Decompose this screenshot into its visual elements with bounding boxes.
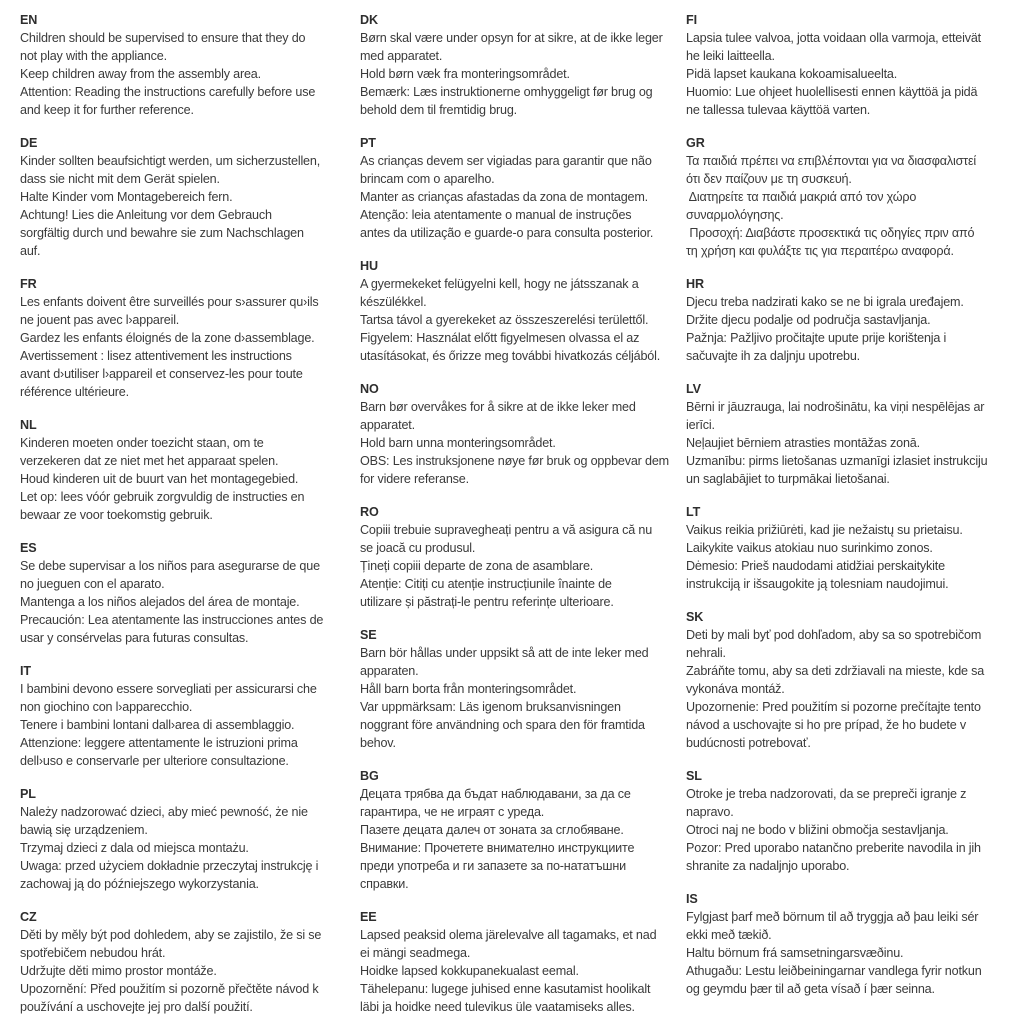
instruction-line: utasításokat, és őrizze meg további hivatkozás céljából. xyxy=(360,349,661,363)
language-section-en xyxy=(20,11,360,119)
instruction-line: og geymdu þær til að geta vísað í þær seinna. xyxy=(686,982,935,996)
instruction-line: Διατηρείτε τα παιδιά μακριά από τον χώρο xyxy=(686,190,917,204)
language-code-sl: SL xyxy=(686,769,702,783)
instruction-line: Let op: lees vóór gebruik zorgvuldig de instructies en xyxy=(20,490,305,504)
instruction-line: Hold børn væk fra monteringsområdet. xyxy=(360,67,570,81)
instruction-line: Se debe supervisar a los niños para asegurarse de que xyxy=(20,559,320,573)
language-code-gr: GR xyxy=(686,136,705,150)
instruction-line: Пазете децата далеч от зоната за сглобяване. xyxy=(360,823,624,837)
language-code-fi: FI xyxy=(686,13,697,27)
instruction-line: dass sie nicht mit dem Gerät spielen. xyxy=(20,172,220,186)
instruction-line: Upozornění: Před použitím si pozorně přečtěte návod k xyxy=(20,982,319,996)
instruction-line: As crianças devem ser vigiadas para garantir que não xyxy=(360,154,652,168)
instruction-line: преди употреба и ги запазете за по-нататъшни xyxy=(360,859,626,873)
instruction-line: ότι δεν παίζουν με τη συσκευή. xyxy=(686,172,852,186)
column-right xyxy=(686,11,1016,1024)
instruction-line: Otroke je treba nadzorovati, da se prepreči igranje z xyxy=(686,787,967,801)
instruction-line: Lapsed peaksid olema järelevalve all tagamaks, et nad xyxy=(360,928,657,942)
instruction-line: Huomio: Lue ohjeet huolellisesti ennen käyttöä ja pidä xyxy=(686,85,978,99)
instruction-line: zachowaj ją do późniejszego wykorzystania. xyxy=(20,877,259,891)
instruction-line: ierīci. xyxy=(686,418,715,432)
instruction-line: un saglabājiet to turpmākai lietošanai. xyxy=(686,472,890,486)
instruction-line: Keep children away from the assembly area. xyxy=(20,67,261,81)
instruction-line: Deti by mali byť pod dohľadom, aby sa so spotrebičom xyxy=(686,628,982,642)
language-code-bg: BG xyxy=(360,769,379,783)
language-section-gr xyxy=(686,134,1016,260)
instruction-line: Attenzione: leggere attentamente le istruzioni prima xyxy=(20,736,298,750)
instruction-line: Atenção: leia atentamente o manual de instruções xyxy=(360,208,632,222)
language-section-de xyxy=(20,134,360,260)
instruction-line: usar y consérvelas para futuras consultas. xyxy=(20,631,249,645)
instruction-line: Tartsa távol a gyerekeket az összeszerelési területtől. xyxy=(360,313,649,327)
language-code-lv: LV xyxy=(686,382,701,396)
instruction-line: Precaución: Lea atentamente las instrucciones antes de xyxy=(20,613,324,627)
instruction-line: utilizare și păstrați-le pentru referințe ulterioare. xyxy=(360,595,614,609)
language-code-dk: DK xyxy=(360,13,378,27)
instruction-line: Tenere i bambini lontani dall›area di assemblaggio. xyxy=(20,718,295,732)
instruction-line: Children should be supervised to ensure that they do xyxy=(20,31,306,45)
instruction-line: vykonáva montáž. xyxy=(686,682,785,696)
instruction-line: Hoidke lapsed kokkupanekualast eemal. xyxy=(360,964,579,978)
instruction-line: Barn bør overvåkes for å sikre at de ikke leker med xyxy=(360,400,636,414)
language-code-pl: PL xyxy=(20,787,36,801)
instruction-line: and keep it for further reference. xyxy=(20,103,194,117)
instruction-line: Udržujte děti mimo prostor montáže. xyxy=(20,964,217,978)
instruction-line: Držite djecu podalje od područja sastavljanja. xyxy=(686,313,931,327)
instruction-line: Achtung! Lies die Anleitung vor dem Gebrauch xyxy=(20,208,272,222)
instruction-line: Børn skal være under opsyn for at sikre, at de ikke leger xyxy=(360,31,663,45)
instruction-line: používání a uschovejte jej pro další použití. xyxy=(20,1000,253,1014)
instruction-line: läbi ja hoidke need tulevikus üle vaatamiseks alles. xyxy=(360,1000,635,1014)
instruction-line: for videre referanse. xyxy=(360,472,469,486)
instruction-line: behov. xyxy=(360,736,396,750)
language-code-ee: EE xyxy=(360,910,377,924)
language-code-pt: PT xyxy=(360,136,376,150)
language-section-lt xyxy=(686,503,1016,593)
instruction-line: Kinderen moeten onder toezicht staan, om te xyxy=(20,436,264,450)
language-section-pl xyxy=(20,785,360,893)
language-code-no: NO xyxy=(360,382,379,396)
instruction-line: OBS: Les instruksjonene nøye før bruk og oppbevar dem xyxy=(360,454,669,468)
instruction-line: Houd kinderen uit de buurt van het montagegebied. xyxy=(20,472,299,486)
language-section-hu xyxy=(360,257,686,365)
instruction-line: ne tallessa tulevaa käyttöä varten. xyxy=(686,103,871,117)
instruction-line: sorgfältig durch und bewahre sie zum Nachschlagen xyxy=(20,226,304,240)
language-code-hr: HR xyxy=(686,277,704,291)
instruction-line: Barn bör hållas under uppsikt så att de inte leker med xyxy=(360,646,649,660)
language-section-ro xyxy=(360,503,686,611)
language-section-dk xyxy=(360,11,686,119)
instruction-line: Djecu treba nadzirati kako se ne bi igrala uređajem. xyxy=(686,295,964,309)
instruction-line: Προσοχή: Διαβάστε προσεκτικά τις οδηγίες πριν από xyxy=(686,226,975,240)
instruction-line: shranite za nadaljnjo uporabo. xyxy=(686,859,850,873)
instruction-line: no jueguen con el aparato. xyxy=(20,577,165,591)
language-code-hu: HU xyxy=(360,259,378,273)
language-section-it xyxy=(20,662,360,770)
language-code-se: SE xyxy=(360,628,377,642)
instruction-line: ne jouent pas avec l›appareil. xyxy=(20,313,180,327)
instruction-line: Neļaujiet bērniem atrasties montāžas zonā. xyxy=(686,436,920,450)
instruction-line: med apparatet. xyxy=(360,49,443,63)
instruction-line: antes da utilização e guarde-o para consulta posterior. xyxy=(360,226,654,240)
column-middle xyxy=(360,11,686,1024)
instruction-line: Copiii trebuie supravegheați pentru a vă asigura că nu xyxy=(360,523,653,537)
instruction-line: verzekeren dat ze niet met het apparaat spelen. xyxy=(20,454,279,468)
instruction-line: behold dem til fremtidig brug. xyxy=(360,103,518,117)
instruction-line: référence ultérieure. xyxy=(20,385,129,399)
instruction-line: A gyermekeket felügyelni kell, hogy ne játsszanak a xyxy=(360,277,639,291)
instruction-line: bewaar ze voor toekomstig gebruik. xyxy=(20,508,213,522)
language-section-se xyxy=(360,626,686,752)
instruction-line: Haltu börnum frá samsetningarsvæðinu. xyxy=(686,946,904,960)
instruction-line: Les enfants doivent être surveillés pour s›assurer qu›ils xyxy=(20,295,319,309)
instruction-line: Athugaðu: Lestu leiðbeiningarnar vandlega fyrir notkun xyxy=(686,964,982,978)
language-section-hr xyxy=(686,275,1016,365)
instruction-line: Manter as crianças afastadas da zona de montagem. xyxy=(360,190,649,204)
language-section-nl xyxy=(20,416,360,524)
language-section-no xyxy=(360,380,686,488)
instruction-line: συναρμολόγησης. xyxy=(686,208,784,222)
instruction-line: dell›uso e conservarle per ulteriore consultazione. xyxy=(20,754,289,768)
language-section-sk xyxy=(686,608,1016,752)
instruction-line: Mantenga a los niños alejados del área de montaje. xyxy=(20,595,300,609)
instruction-line: Fylgjast þarf með börnum til að tryggja að þau leiki sér xyxy=(686,910,979,924)
instruction-line: Uzmanību: pirms lietošanas uzmanīgi izlasiet instrukciju xyxy=(686,454,988,468)
instruction-line: se joacă cu produsul. xyxy=(360,541,476,555)
column-left xyxy=(20,11,360,1024)
instruction-line: Atenție: Citiți cu atenție instrucțiunile înainte de xyxy=(360,577,612,591)
instruction-line: ekki með tækið. xyxy=(686,928,772,942)
instruction-line: návod a uschovajte si ho pre prípad, že ho budete v xyxy=(686,718,966,732)
language-section-ee xyxy=(360,908,686,1016)
instruction-line: apparatet. xyxy=(360,418,415,432)
language-code-ro: RO xyxy=(360,505,379,519)
instruction-line: Uwaga: przed użyciem dokładnie przeczytaj instrukcję i xyxy=(20,859,319,873)
language-code-cz: CZ xyxy=(20,910,37,924)
instruction-line: Laikykite vaikus atokiau nuo surinkimo zonos. xyxy=(686,541,933,555)
instruction-line: Upozornenie: Pred použitím si pozorne prečítajte tento xyxy=(686,700,981,714)
instruction-line: Otroci naj ne bodo v bližini območja sestavljanja. xyxy=(686,823,949,837)
instruction-line: Děti by měly být pod dohledem, aby se zajistilo, že si se xyxy=(20,928,322,942)
language-code-lt: LT xyxy=(686,505,701,519)
language-code-fr: FR xyxy=(20,277,37,291)
instruction-line: Avertissement : lisez attentivement les instructions xyxy=(20,349,292,363)
language-section-fi xyxy=(686,11,1016,119)
instruction-line: Lapsia tulee valvoa, jotta voidaan olla varmoja, etteivät xyxy=(686,31,981,45)
instruction-line: not play with the appliance. xyxy=(20,49,167,63)
instruction-line: napravo. xyxy=(686,805,734,819)
instruction-line: készülékkel. xyxy=(360,295,427,309)
instruction-line: Var uppmärksam: Läs igenom bruksanvisningen xyxy=(360,700,621,714)
instruction-line: Τα παιδιά πρέπει να επιβλέπονται για να διασφαλιστεί xyxy=(686,154,977,168)
instruction-line: Håll barn borta från monteringsområdet. xyxy=(360,682,577,696)
instruction-line: budúcnosti potrebovať. xyxy=(686,736,811,750)
instruction-line: Figyelem: Használat előtt figyelmesen olvassa el az xyxy=(360,331,640,345)
instruction-line: avant d›utiliser l›appareil et conservez-les pour toute xyxy=(20,367,303,381)
instruction-line: Vaikus reikia prižiūrėti, kad jie nežaistų su prietaisu. xyxy=(686,523,963,537)
language-section-fr xyxy=(20,275,360,401)
language-code-de: DE xyxy=(20,136,38,150)
instruction-line: bawią się urządzeniem. xyxy=(20,823,148,837)
instruction-line: Pozor: Pred uporabo natančno preberite navodila in jih xyxy=(686,841,981,855)
language-section-es xyxy=(20,539,360,647)
language-code-es: ES xyxy=(20,541,37,555)
instruction-line: Halte Kinder vom Montagebereich fern. xyxy=(20,190,233,204)
language-section-bg xyxy=(360,767,686,893)
language-section-lv xyxy=(686,380,1016,488)
instruction-line: Tähelepanu: lugege juhised enne kasutamist hoolikalt xyxy=(360,982,651,996)
instruction-line: instrukciją ir išsaugokite ją tolesniam naudojimui. xyxy=(686,577,949,591)
instruction-line: ei mängi seadmega. xyxy=(360,946,471,960)
instruction-line: Trzymaj dzieci z dala od miejsca montażu. xyxy=(20,841,249,855)
instruction-line: I bambini devono essere sorvegliati per assicurarsi che xyxy=(20,682,317,696)
language-section-cz xyxy=(20,908,360,1016)
instruction-line: Kinder sollten beaufsichtigt werden, um sicherzustellen, xyxy=(20,154,321,168)
instruction-line: Hold barn unna monteringsområdet. xyxy=(360,436,556,450)
language-code-nl: NL xyxy=(20,418,37,432)
instruction-line: non giochino con l›apparecchio. xyxy=(20,700,193,714)
instruction-line: spotřebičem nebudou hrát. xyxy=(20,946,166,960)
language-section-sl xyxy=(686,767,1016,875)
instruction-line: Децата трябва да бъдат наблюдавани, за да се xyxy=(360,787,631,801)
instruction-line: Zabráňte tomu, aby sa deti zdržiavali na mieste, kde sa xyxy=(686,664,985,678)
instruction-line: Należy nadzorować dzieci, aby mieć pewność, że nie xyxy=(20,805,308,819)
instruction-line: Bērni ir jāuzrauga, lai nodrošinātu, ka viņi nespēlējas ar xyxy=(686,400,985,414)
instruction-line: apparaten. xyxy=(360,664,419,678)
instruction-line: sačuvajte ih za daljnju upotrebu. xyxy=(686,349,860,363)
instruction-line: Pažnja: Pažljivo pročitajte upute prije korištenja i xyxy=(686,331,947,345)
instruction-line: Gardez les enfants éloignés de la zone d›assemblage. xyxy=(20,331,315,345)
instruction-line: Внимание: Прочетете внимателно инструкциите xyxy=(360,841,635,855)
instruction-line: auf. xyxy=(20,244,41,258)
instruction-line: Dėmesio: Prieš naudodami atidžiai perskaitykite xyxy=(686,559,945,573)
language-code-en: EN xyxy=(20,13,38,27)
instruction-line: brincam com o aparelho. xyxy=(360,172,495,186)
instruction-line: Pidä lapset kaukana kokoamisalueelta. xyxy=(686,67,898,81)
instruction-line: noggrant före användning och spara den för framtida xyxy=(360,718,645,732)
instruction-line: nehrali. xyxy=(686,646,726,660)
instruction-line: Țineți copiii departe de zona de asamblare. xyxy=(360,559,594,573)
language-section-pt xyxy=(360,134,686,242)
instruction-line: Attention: Reading the instructions carefully before use xyxy=(20,85,316,99)
language-section-is xyxy=(686,890,1016,998)
language-code-it: IT xyxy=(20,664,31,678)
language-code-is: IS xyxy=(686,892,698,906)
instruction-line: τη χρήση και φυλάξτε τις για περαιτέρω αναφορά. xyxy=(686,244,954,258)
instruction-line: Bemærk: Læs instruktionerne omhyggeligt før brug og xyxy=(360,85,653,99)
instruction-line: справки. xyxy=(360,877,409,891)
instruction-line: he leiki laitteella. xyxy=(686,49,775,63)
language-code-sk: SK xyxy=(686,610,704,624)
instruction-line: гарантира, че не играят с уреда. xyxy=(360,805,545,819)
